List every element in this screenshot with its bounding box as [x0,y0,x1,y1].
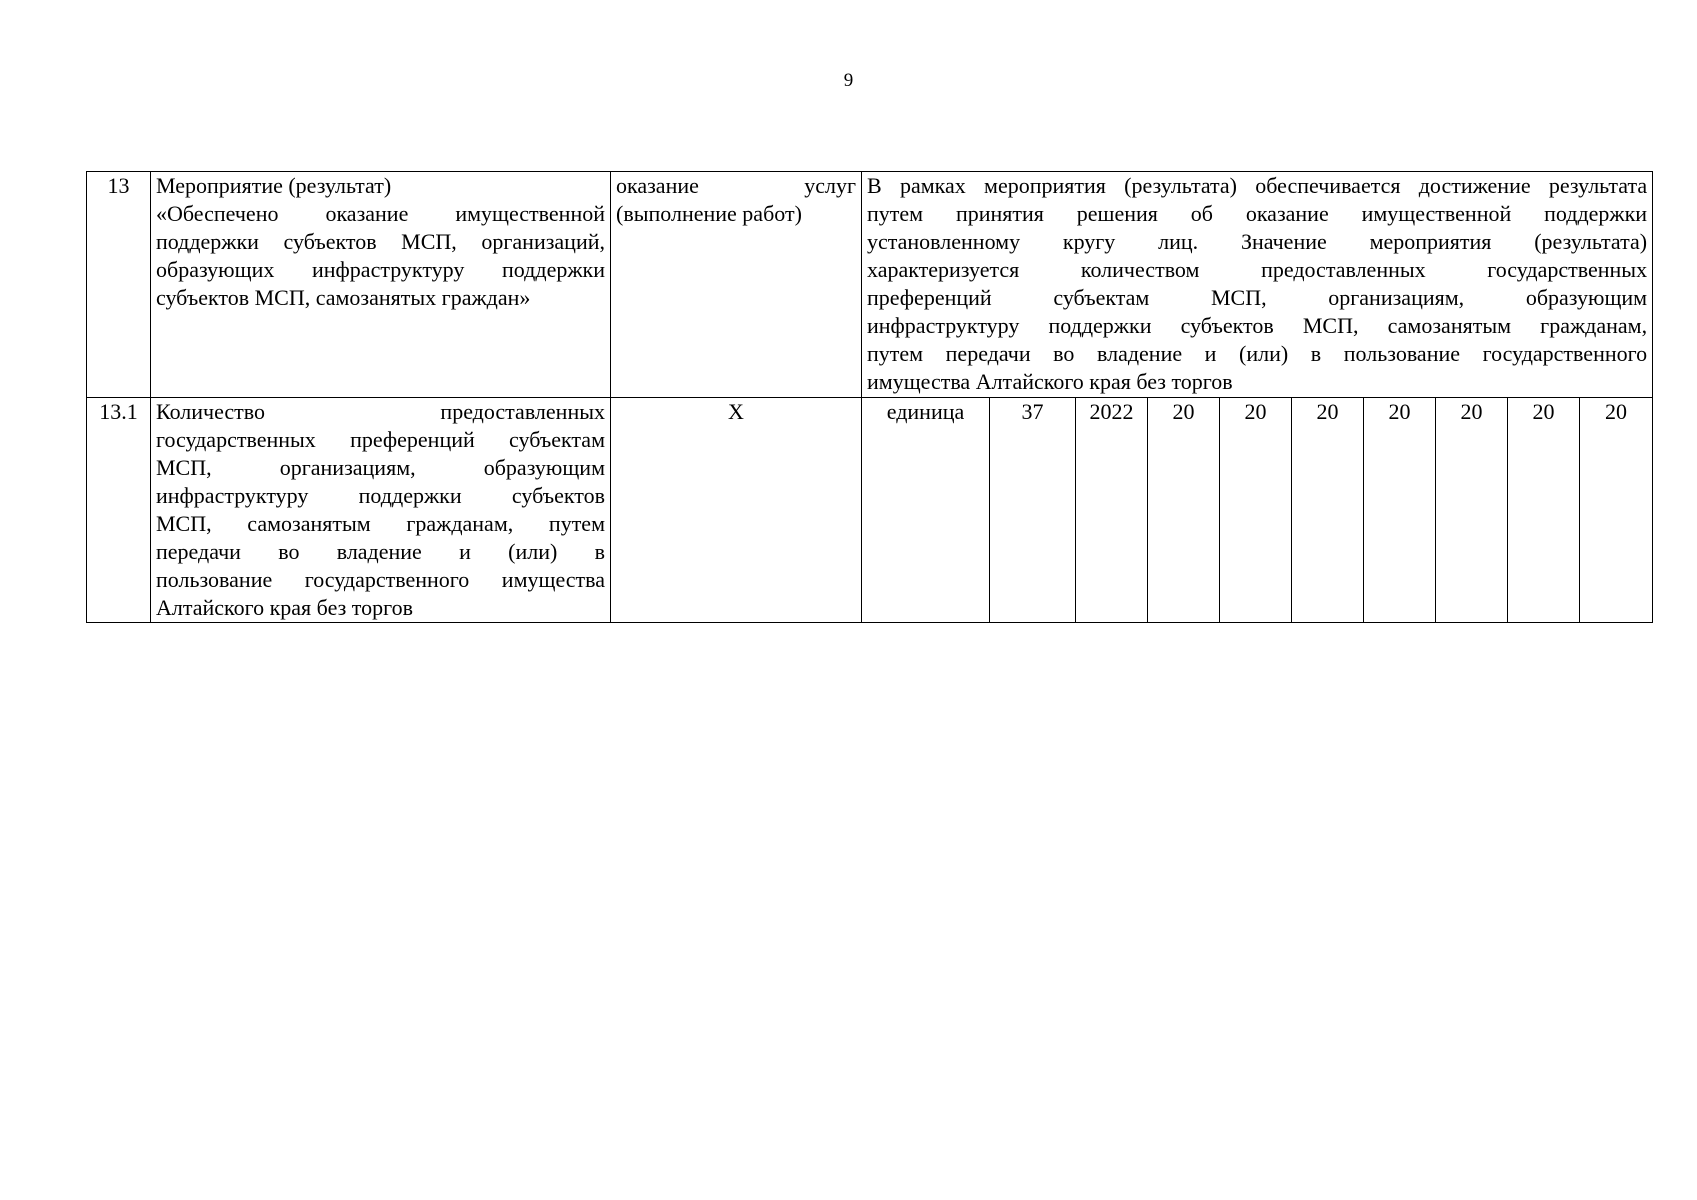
title-line: субъектов МСП, самозанятых граждан» [156,285,531,310]
title-line: МСП, самозанятым гражданам, путем [156,511,605,536]
title-line: передачи во владение и (или) в [156,539,605,564]
title-line: инфраструктуру поддержки субъектов [156,483,605,508]
table-row [87,398,1653,623]
base-value-cell: 37 [990,398,1076,623]
row-number: 13 [87,172,151,398]
measure-type [611,172,862,398]
row-number: 13.1 [87,398,151,623]
yearly-value-cell: 20 [1220,398,1292,623]
title-line: образующих инфраструктуру поддержки [156,257,605,282]
type-line: оказание услуг [616,173,856,198]
table-row [87,172,1653,398]
yearly-value-cell: 20 [1364,398,1436,623]
base-year-cell: 2022 [1076,398,1148,623]
title-line: государственных преференций субъектам [156,427,605,452]
title-line: Алтайского края без торгов [156,595,413,620]
type-line: (выполнение работ) [616,201,802,226]
yearly-value-cell: 20 [1580,398,1653,623]
title-line: Количество предоставленных [156,399,605,424]
unit-cell: единица [862,398,990,623]
description-line: имущества Алтайского края без торгов [867,369,1233,394]
yearly-value-cell: 20 [1436,398,1508,623]
description-line: установленному кругу лиц. Значение мероприятия (результата) [867,229,1648,254]
measure-description [862,172,1653,398]
description-line: инфраструктуру поддержки субъектов МСП, самозанятым гражданам, [867,313,1648,338]
title-line: «Обеспечено оказание имущественной [156,201,605,226]
yearly-value-cell: 20 [1292,398,1364,623]
yearly-value-cell: 20 [1508,398,1580,623]
indicator-type: X [611,398,862,623]
indicator-title [151,398,611,623]
measure-title [151,172,611,398]
description-line: преференций субъектам МСП, организациям, образующим [867,285,1648,310]
yearly-value-cell: 20 [1148,398,1220,623]
title-line: поддержки субъектов МСП, организаций, [156,229,605,254]
title-line: Мероприятие (результат) [156,173,392,198]
measures-table [86,171,1653,623]
description-line: характеризуется количеством предоставленных государственных [867,257,1648,282]
page-number: 9 [843,70,854,91]
description-line: путем принятия решения об оказание имущественной поддержки [867,201,1648,226]
description-line: В рамках мероприятия (результата) обеспечивается достижение результата [867,173,1648,198]
title-line: пользование государственного имущества [156,567,605,592]
description-line: путем передачи во владение и (или) в пользование государственного [867,341,1648,366]
title-line: МСП, организациям, образующим [156,455,605,480]
